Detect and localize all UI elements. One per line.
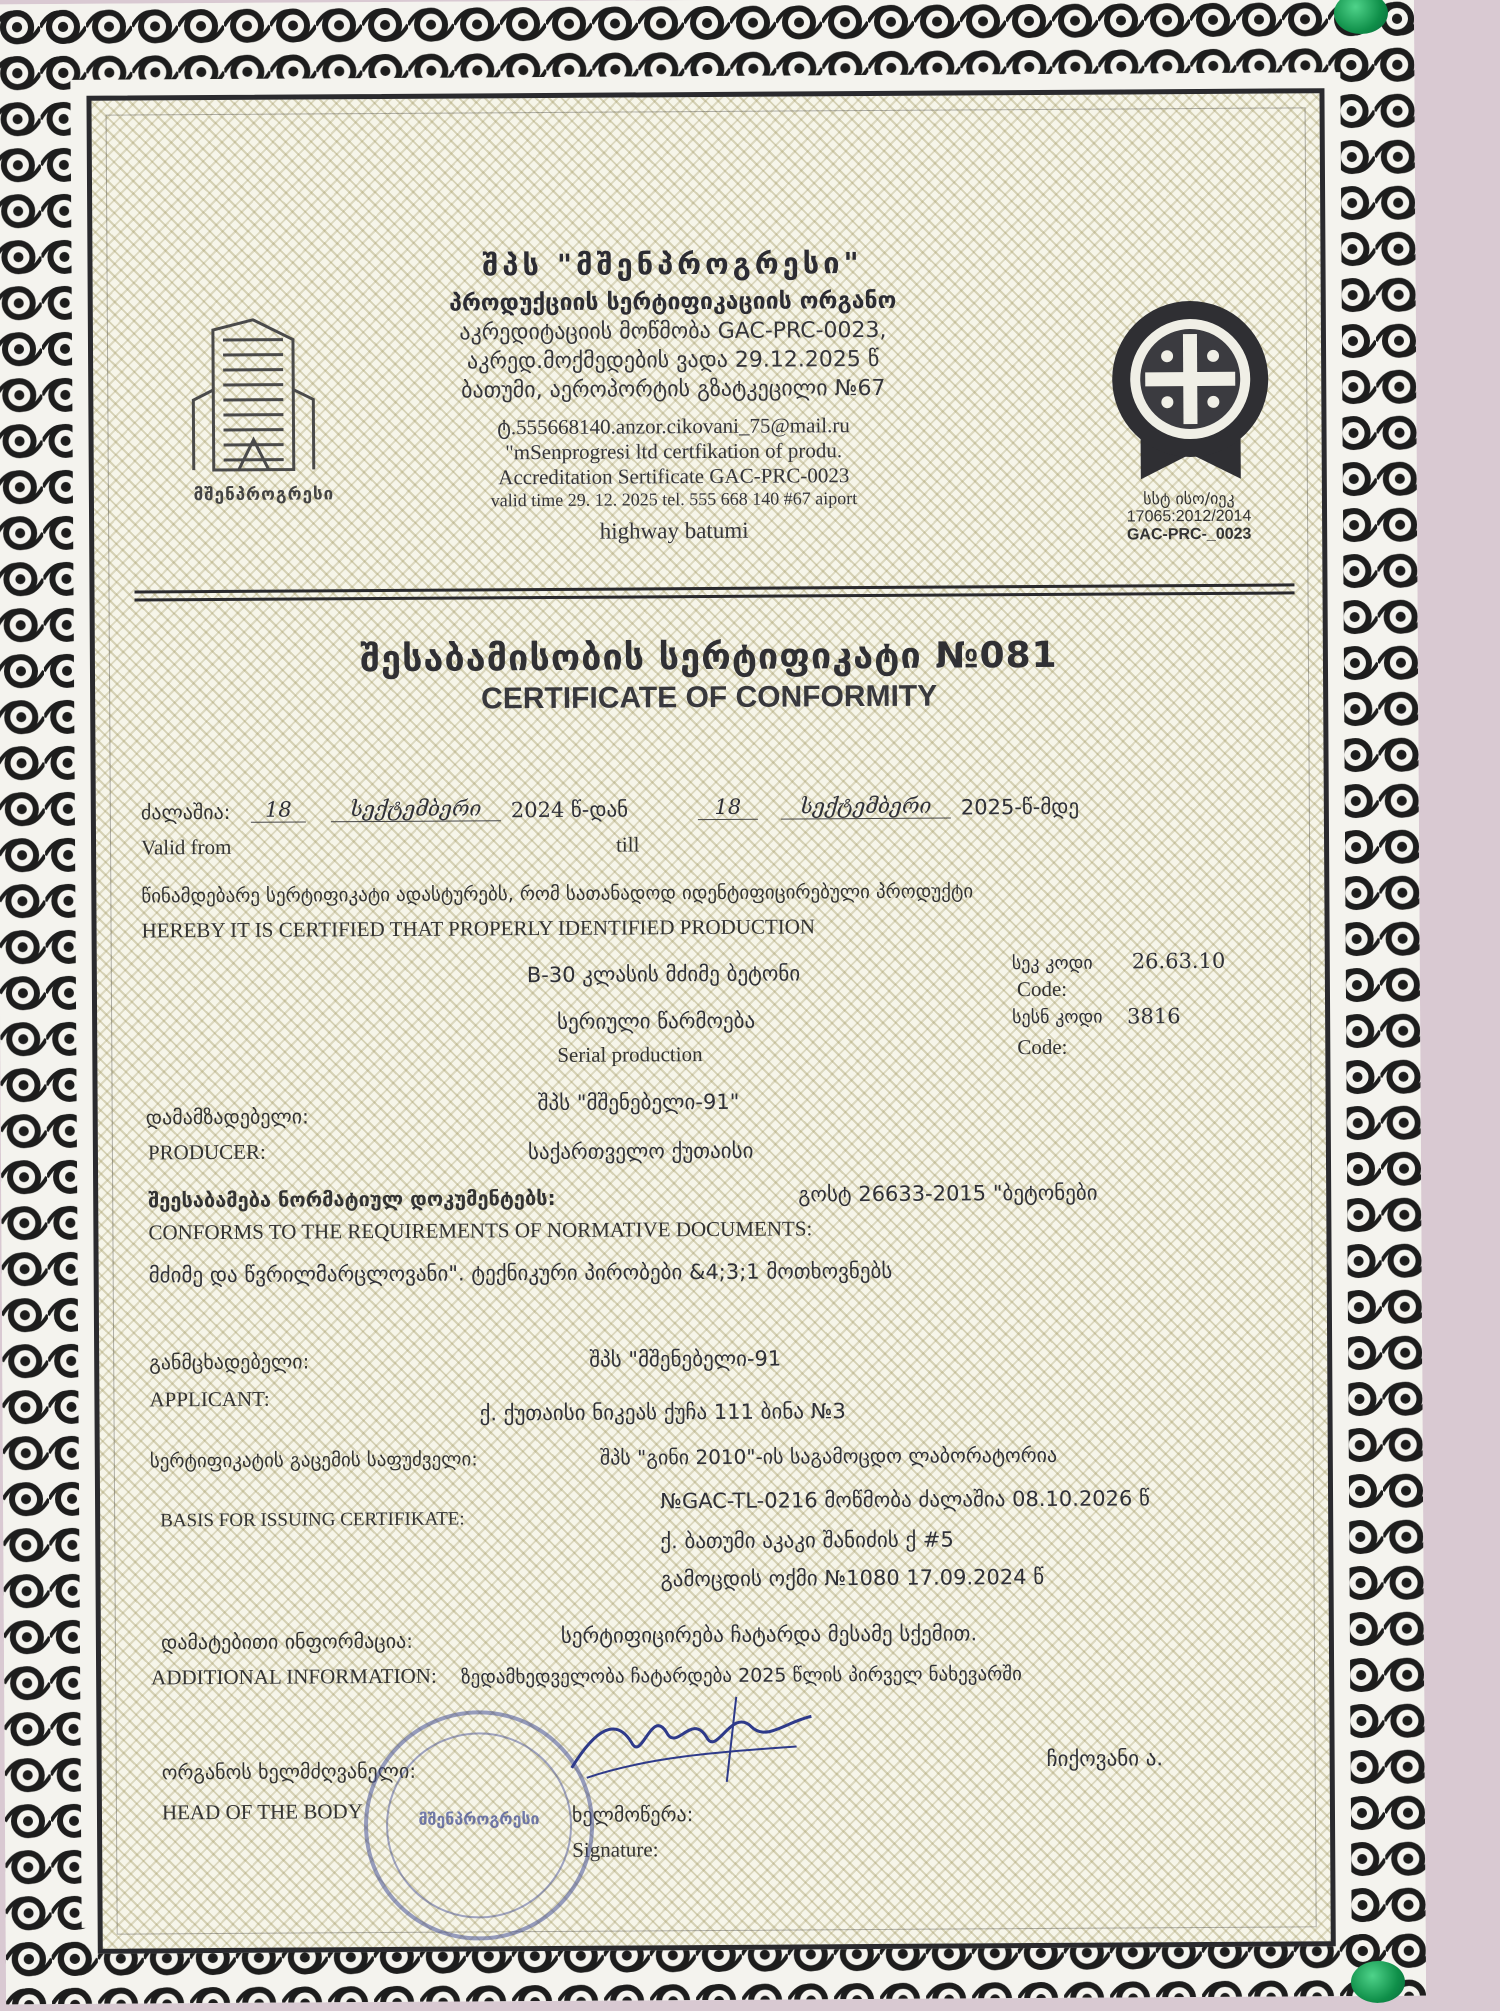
code2-label-ka: სესნ კოდი xyxy=(1012,1006,1103,1029)
certify-statement-en: HEREBY IT IS CERTIFIED THAT PROPERLY IDENTIFIED PRODUCTION xyxy=(141,914,816,943)
valid-from-day: 18 xyxy=(251,797,306,822)
code2-label-en: Code: xyxy=(1017,1034,1068,1060)
accreditation-ka: აკრედიტაციის მოწმობა GAC-PRC-0023, xyxy=(459,317,887,346)
head-of-body-label-en: HEAD OF THE BODY xyxy=(161,1799,363,1825)
validity-ka: აკრედ.მოქმედების ვადა 29.12.2025 წ xyxy=(466,346,880,375)
certify-statement-ka: წინამდებარე სერტიფიკატი ადასტურებს, რომ სათანადოდ იდენტიფიცირებული პროდუქტი xyxy=(141,880,974,908)
valid-from-month: სექტემბერი xyxy=(331,796,501,822)
org-subtitle: პროდუქციის სერტიფიკაციის ორგანო xyxy=(449,287,897,317)
head-of-body-label-ka: ორგანოს ხელმძღვანელი: xyxy=(161,1758,417,1785)
signer-name: ჩიქოვანი ა. xyxy=(1046,1746,1164,1771)
org-header xyxy=(362,245,984,546)
push-pin-bottom xyxy=(1351,1961,1405,2003)
additional-value-2: ზედამხედველობა ჩატარდება 2025 წლის პირველ ნახევარში xyxy=(461,1663,1022,1689)
org-title: შპს "მშენპროგრესი" xyxy=(482,246,863,283)
serial-production-ka: სერიული წარმოება xyxy=(557,1008,756,1034)
conforms-continuation: მძიმე და წვრილმარცლოვანი". ტექნიკური პირობები &4;3;1 მოთხოვნებს xyxy=(148,1258,893,1288)
product-name: B-30 კლასის მძიმე ბეტონი xyxy=(526,961,801,988)
applicant-address: ქ. ქუთაისი ნიკეას ქუჩა 111 ბინა №3 xyxy=(479,1399,846,1426)
valid-to-day: 18 xyxy=(698,795,758,820)
logo-caption: მშენპროგრესი xyxy=(193,484,335,506)
valid-to-year: 2025-წ-მდე xyxy=(960,794,1080,820)
producer-label-en: PRODUCER: xyxy=(147,1139,266,1165)
valid-from-year: 2024 xyxy=(510,797,565,823)
contacts: ტ.555668140.anzor.cikovani_75@mail.ru xyxy=(497,413,850,440)
applicant-label-ka: განმცხადებელი: xyxy=(149,1349,310,1375)
company-en: "mSenprogresi ltd certfikation of produ. xyxy=(505,438,843,465)
basis-label-en: BASIS FOR ISSUING CERTIFIKATE: xyxy=(160,1508,465,1532)
seal-code: GAC-PRC-_0023 xyxy=(1126,525,1252,544)
additional-value-1: სერტიფიცირება ჩატარდა მესამე სქემით. xyxy=(560,1621,978,1648)
basis-value-2: №GAC-TL-0216 მოწმობა ძალაშია 08.10.2026 წ xyxy=(659,1486,1150,1514)
seal-caption xyxy=(1074,488,1304,544)
producer-name: შპს "მშენებელი-91" xyxy=(537,1089,740,1116)
signature-label-ka: ხელმოწერა: xyxy=(571,1802,694,1827)
certificate-title-en: CERTIFICATE OF CONFORMITY xyxy=(481,679,938,716)
handwritten-signature xyxy=(556,1686,827,1798)
code1-label-ka: სეკ კოდი xyxy=(1011,952,1093,975)
certificate-title-ka: შესაბამისობის სერტიფიკატი №081 xyxy=(360,634,1058,681)
valid-to-month: სექტემბერი xyxy=(781,794,951,820)
applicant-name: შპს "მშენებელი-91 xyxy=(589,1346,782,1372)
code2-value: 3816 xyxy=(1127,1004,1181,1029)
validity-label-ka: ძალაშია: xyxy=(140,799,231,825)
conforms-standard: გოსტ 26633-2015 "ბეტონები xyxy=(798,1180,1098,1207)
signature-label-en: Signature: xyxy=(572,1837,659,1862)
code1-value: 26.63.10 xyxy=(1131,948,1226,974)
additional-label-ka: დამატებითი ინფორმაცია: xyxy=(160,1628,413,1655)
additional-label-en: ADDITIONAL INFORMATION: xyxy=(151,1663,437,1690)
till-label: till xyxy=(615,832,640,857)
accreditation-en: Accreditation Sertificate GAC-PRC-0023 xyxy=(498,463,850,490)
basis-value-3: ქ. ბათუმი აკაკი შანიძის ქ #5 xyxy=(660,1527,954,1554)
valid-en: valid time 29. 12. 2025 tel. 555 668 140 #67 aiport xyxy=(490,488,858,511)
certificate-panel xyxy=(86,88,1335,1954)
valid-from-suffix: წ-დან xyxy=(570,797,629,822)
accreditation-seal xyxy=(1105,294,1276,485)
basis-label-ka: სერტიფიკატის გაცემის საფუძველი: xyxy=(149,1448,478,1473)
highway-en: highway batumi xyxy=(599,517,749,544)
producer-location: საქართველო ქუთაისი xyxy=(527,1138,754,1165)
seal-standard-num: 17065:2012/2014 xyxy=(1126,507,1252,526)
address-ka: ბათუმი, აეროპორტის გზატკეცილი №67 xyxy=(461,375,886,404)
serial-production-en: Serial production xyxy=(557,1042,703,1067)
applicant-label-en: APPLICANT: xyxy=(149,1386,270,1412)
conforms-label-ka: შეესაბამება ნორმატიულ დოკუმენტებს: xyxy=(148,1185,556,1213)
stamp-text: მშენპროგრესი xyxy=(418,1809,540,1829)
producer-label-ka: დამამზადებელი: xyxy=(145,1104,309,1130)
seal-standard: სსტ ისო/იეკ xyxy=(1143,488,1235,509)
basis-value-4: გამოცდის ოქმი №1080 17.09.2024 წ xyxy=(660,1564,1045,1592)
validity-label-en: Valid from xyxy=(140,834,232,860)
code1-label-en: Code: xyxy=(1016,976,1068,1002)
conforms-label-en: CONFORMS TO THE REQUIREMENTS OF NORMATIVE DOCUMENTS: xyxy=(148,1216,813,1245)
basis-value-1: შპს "გინი 2010"-ის საგამოცდო ლაბორატორია xyxy=(599,1442,1058,1470)
